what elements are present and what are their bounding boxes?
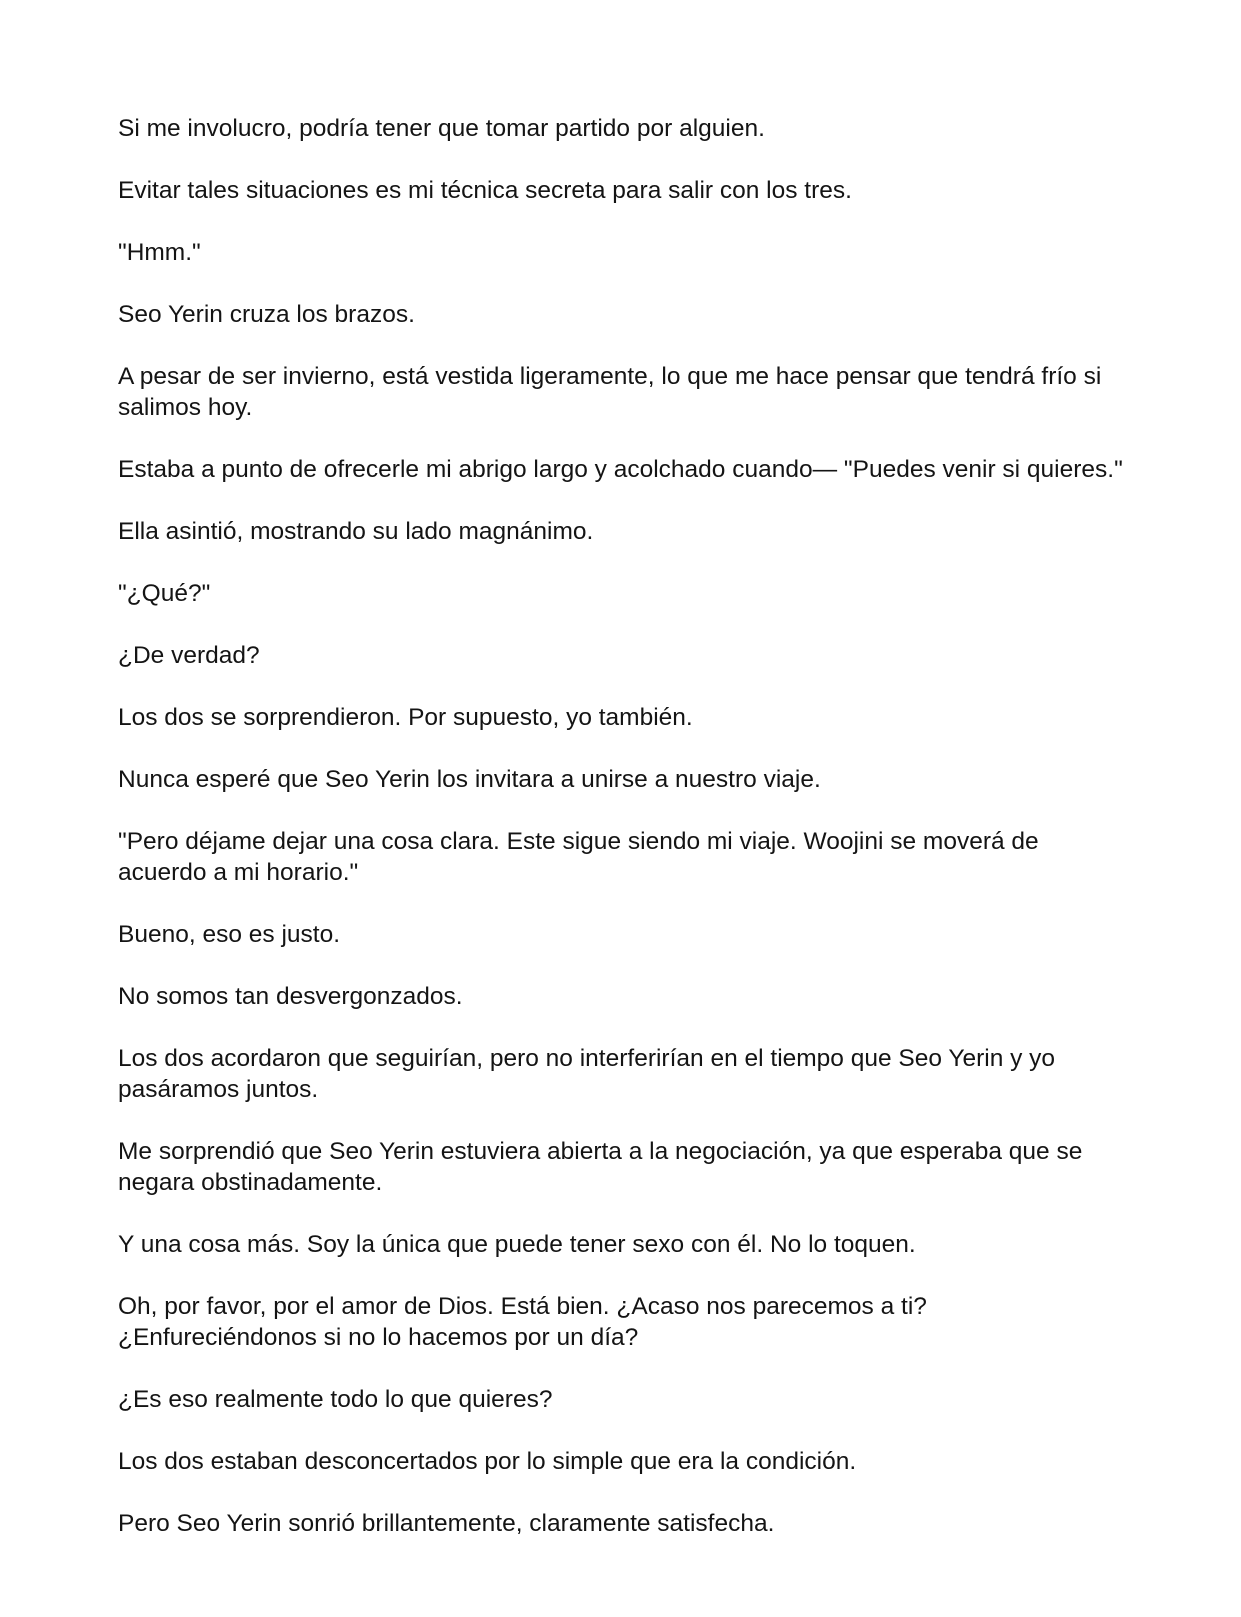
paragraph-7: Ella asintió, mostrando su lado magnánimo. bbox=[118, 518, 594, 545]
paragraph-15: Los dos acordaron que seguirían, pero no interferirían en el tiempo que Seo Yerin y yo pasáramos juntos. bbox=[118, 1045, 1056, 1103]
paragraph-19: ¿Es eso realmente todo lo que quieres? bbox=[118, 1386, 553, 1413]
paragraph-4: Seo Yerin cruza los brazos. bbox=[118, 301, 415, 328]
paragraph-13: Bueno, eso es justo. bbox=[118, 921, 341, 948]
paragraph-2: Evitar tales situaciones es mi técnica secreta para salir con los tres. bbox=[118, 177, 852, 204]
paragraph-17: Y una cosa más. Soy la única que puede tener sexo con él. No lo toquen. bbox=[118, 1231, 916, 1258]
paragraph-16: Me sorprendió que Seo Yerin estuviera abierta a la negociación, ya que esperaba que se negara obstinadamente. bbox=[118, 1138, 1083, 1196]
paragraph-9: ¿De verdad? bbox=[118, 642, 260, 669]
paragraph-11: Nunca esperé que Seo Yerin los invitara a unirse a nuestro viaje. bbox=[118, 766, 821, 793]
paragraph-18: Oh, por favor, por el amor de Dios. Está bien. ¿Acaso nos parecemos a ti? ¿Enfureciéndonos si no lo hacemos por un día? bbox=[118, 1293, 927, 1351]
paragraph-5: A pesar de ser invierno, está vestida ligeramente, lo que me hace pensar que tendrá frío si salimos hoy. bbox=[118, 363, 1102, 421]
paragraph-14: No somos tan desvergonzados. bbox=[118, 983, 463, 1010]
paragraph-20: Los dos estaban desconcertados por lo simple que era la condición. bbox=[118, 1448, 857, 1475]
text-body bbox=[118, 113, 1128, 1570]
paragraph-6: Estaba a punto de ofrecerle mi abrigo largo y acolchado cuando— "Puedes venir si quieres." bbox=[118, 456, 1123, 483]
paragraph-12: "Pero déjame dejar una cosa clara. Este sigue siendo mi viaje. Woojini se moverá de acuerdo a mi horario." bbox=[118, 828, 1039, 886]
paragraph-8: "¿Qué?" bbox=[118, 580, 211, 607]
paragraph-3: "Hmm." bbox=[118, 239, 201, 266]
paragraph-1: Si me involucro, podría tener que tomar partido por alguien. bbox=[118, 115, 765, 142]
paragraph-21: Pero Seo Yerin sonrió brillantemente, claramente satisfecha. bbox=[118, 1510, 775, 1537]
paragraph-10: Los dos se sorprendieron. Por supuesto, yo también. bbox=[118, 704, 693, 731]
